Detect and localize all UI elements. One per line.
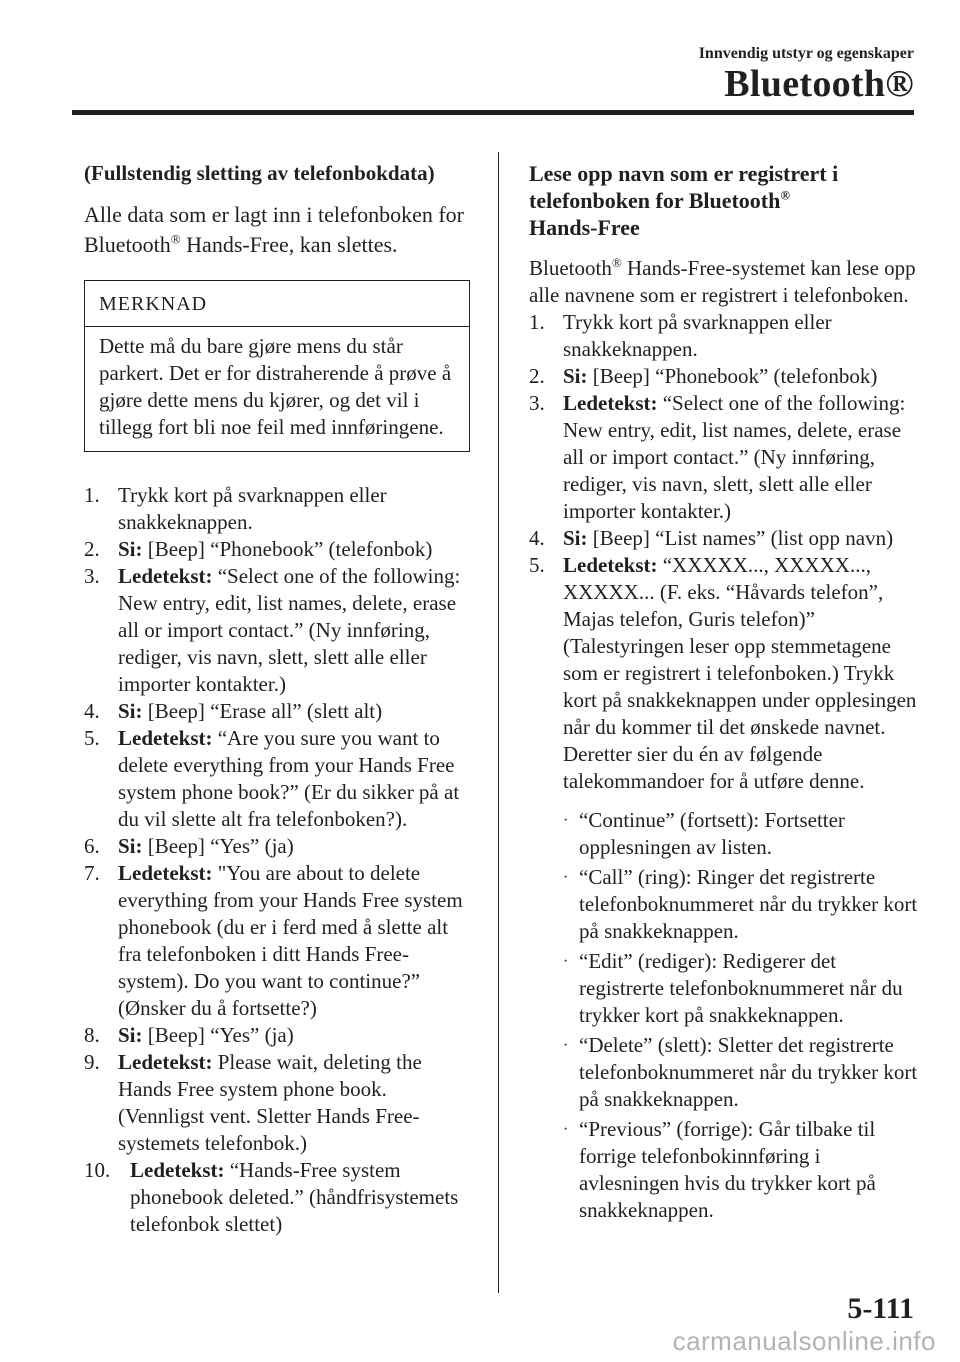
step-number: 3. xyxy=(84,564,100,588)
step-label: Si: xyxy=(118,1023,143,1047)
step-item xyxy=(529,390,924,525)
bullet-mark: · xyxy=(563,953,569,970)
step-text xyxy=(118,698,474,725)
step-label: Si: xyxy=(563,526,588,550)
step-item xyxy=(84,563,474,698)
step-item xyxy=(84,536,474,563)
step-body: [Beep] “Erase all” (slett alt) xyxy=(142,699,383,723)
step-body: Trykk kort på svarknappen eller snakkeknappen. xyxy=(118,483,387,534)
right-heading-b: Hands-Free xyxy=(529,215,640,240)
right-intro-b: Hands-Free-systemet kan lese opp alle navnene som er registrert i telefonboken. xyxy=(529,256,916,307)
step-number: 4. xyxy=(529,526,545,550)
step-body: [Beep] “Yes” (ja) xyxy=(142,834,294,858)
step-body: Please wait, deleting the Hands Free system phone book. (Vennligst vent. Sletter Hands Free-systemets telefonbok.) xyxy=(118,1050,422,1155)
column-divider xyxy=(498,152,499,1293)
right-heading-a: Lese opp navn som er registrert i telefonboken for Bluetooth xyxy=(529,161,839,213)
left-intro-b: Hands-Free, kan slettes. xyxy=(180,232,398,257)
step-body: “Are you sure you want to delete everything from your Hands Free system phone book?” (Er du sikker på at du vil slette alt fra telefonboken?). xyxy=(118,726,460,831)
step-text xyxy=(118,833,474,860)
step-label: Ledetekst: xyxy=(563,391,658,415)
bullet-text: “Previous” (forrige): Går tilbake til forrige telefonbokinnføring i avlesningen hvis du trykker kort på snakkeknappen. xyxy=(579,1117,876,1222)
step-text xyxy=(118,1022,474,1049)
step-body: [Beep] “List names” (list opp navn) xyxy=(587,526,894,550)
step-text xyxy=(563,390,924,525)
step-number: 5. xyxy=(529,553,545,577)
step-text xyxy=(118,482,474,536)
step-body: “Hands-Free system phonebook deleted.” (håndfrisystemets telefonbok slettet) xyxy=(130,1158,459,1236)
step-body: [Beep] “Phonebook” (telefonbok) xyxy=(587,364,878,388)
step-text xyxy=(563,363,924,390)
bullet-item xyxy=(529,807,924,861)
step-label: Ledetekst: xyxy=(118,726,213,750)
bullet-item xyxy=(529,948,924,1029)
step-label: Ledetekst: xyxy=(118,564,213,588)
bullet-item xyxy=(529,1116,924,1224)
right-intro-a: Bluetooth xyxy=(529,256,612,280)
step-label: Si: xyxy=(118,699,143,723)
right-bullets-list xyxy=(529,807,924,1224)
bullet-mark: · xyxy=(563,1037,569,1054)
step-body: “Select one of the following: New entry, edit, list names, delete, erase all or import contact.” (Ny innføring, rediger, vis navn, slett, slett alle eller importer kontakter.) xyxy=(118,564,461,696)
step-number: 2. xyxy=(84,537,100,561)
step-text xyxy=(118,1049,474,1157)
step-item xyxy=(84,860,474,1022)
step-item xyxy=(84,1049,474,1157)
section-subtitle: Innvendig utstyr og egenskaper xyxy=(698,45,914,62)
note-title: MERKNAD xyxy=(85,281,469,327)
step-body: “Select one of the following: New entry, edit, list names, delete, erase all or import contact.” (Ny innføring, rediger, vis navn, slett, slett alle eller importer kontakter.) xyxy=(563,391,906,523)
step-body: [Beep] “Yes” (ja) xyxy=(142,1023,294,1047)
bullet-item xyxy=(529,1032,924,1113)
left-intro-a: Alle data som er lagt inn i telefonboken for Bluetooth xyxy=(84,202,464,257)
step-label: Ledetekst: xyxy=(130,1158,225,1182)
step-item xyxy=(84,725,474,833)
note-box xyxy=(84,280,470,452)
left-heading: (Fullstendig sletting av telefonbokdata) xyxy=(84,161,435,185)
step-number: 4. xyxy=(84,699,100,723)
step-label: Si: xyxy=(563,364,588,388)
step-text xyxy=(563,309,924,363)
header-rule xyxy=(72,110,914,115)
step-text xyxy=(118,860,474,1022)
left-column xyxy=(84,160,474,1238)
step-label: Ledetekst: xyxy=(118,1050,213,1074)
bullet-mark: · xyxy=(563,869,569,886)
right-intro-reg: ® xyxy=(611,255,622,270)
left-intro-reg: ® xyxy=(170,231,181,247)
step-text xyxy=(563,525,924,552)
step-number: 3. xyxy=(529,391,545,415)
note-body: Dette må du bare gjøre mens du står parkert. Det er for distraherende å prøve å gjøre dette mens du kjører, og det vil i tillegg fort bli noe feil med innføringene. xyxy=(99,334,452,439)
right-heading-reg: ® xyxy=(780,187,791,203)
step-body: “XXXXX..., XXXXX..., XXXXX... (F. eks. “Håvards telefon”, Majas telefon, Guris telefon)” (Talestyringen leser opp stemmetagene som er registrert i telefonboken.) Trykk kort på snakkeknappen under opplesingen når du kommer til det ønskede navnet. Deretter sier du én av følgende talekommandoer for å utføre denne. xyxy=(563,553,917,793)
bullet-mark: · xyxy=(563,1121,569,1138)
step-item xyxy=(529,363,924,390)
watermark: carmanualsonline.info xyxy=(672,1326,936,1356)
step-number: 7. xyxy=(84,861,100,885)
left-intro xyxy=(84,200,474,260)
step-number: 1. xyxy=(84,483,100,507)
step-label: Ledetekst: xyxy=(118,861,213,885)
step-body: [Beep] “Phonebook” (telefonbok) xyxy=(142,537,433,561)
step-label: Si: xyxy=(118,834,143,858)
step-number: 8. xyxy=(84,1023,100,1047)
step-body: "You are about to delete everything from your Hands Free system phonebook (du er i ferd med å slette alt fra telefonboken i ditt Hands Free-system). Do you want to continue?” (Ønsker du å fortsette?) xyxy=(118,861,463,1020)
step-number: 5. xyxy=(84,726,100,750)
step-item xyxy=(529,309,924,363)
step-number: 1. xyxy=(529,310,545,334)
step-item xyxy=(84,482,474,536)
right-column xyxy=(529,160,924,1227)
left-steps-list xyxy=(84,482,474,1238)
step-text xyxy=(118,563,474,698)
step-item xyxy=(529,552,924,795)
step-text xyxy=(118,725,474,833)
step-item xyxy=(84,1157,474,1238)
right-heading xyxy=(529,160,924,241)
step-item xyxy=(84,833,474,860)
step-number: 9. xyxy=(84,1050,100,1074)
bullet-text: “Delete” (slett): Sletter det registrerte telefonboknummeret når du trykker kort på snakkeknappen. xyxy=(579,1033,918,1111)
bullet-mark: · xyxy=(563,812,569,829)
step-number: 6. xyxy=(84,834,100,858)
step-text xyxy=(130,1157,474,1238)
step-number: 2. xyxy=(529,364,545,388)
bullet-text: “Continue” (fortsett): Fortsetter opplesningen av listen. xyxy=(579,808,845,859)
step-number: 10. xyxy=(84,1158,111,1182)
step-text xyxy=(563,552,924,795)
step-item xyxy=(84,1022,474,1049)
step-text xyxy=(118,536,474,563)
step-item xyxy=(84,698,474,725)
step-item xyxy=(529,525,924,552)
bullet-text: “Call” (ring): Ringer det registrerte telefonboknummeret når du trykker kort på snakkeknappen. xyxy=(579,865,918,943)
page-number: 5-111 xyxy=(847,1292,914,1325)
section-title: Bluetooth® xyxy=(724,63,914,105)
bullet-text: “Edit” (rediger): Redigerer det registrerte telefonboknummeret når du trykker kort på snakkeknappen. xyxy=(579,949,903,1027)
bullet-item xyxy=(529,864,924,945)
step-body: Trykk kort på svarknappen eller snakkeknappen. xyxy=(563,310,832,361)
right-intro xyxy=(529,255,924,309)
step-label: Si: xyxy=(118,537,143,561)
step-label: Ledetekst: xyxy=(563,553,658,577)
right-steps-list xyxy=(529,309,924,795)
